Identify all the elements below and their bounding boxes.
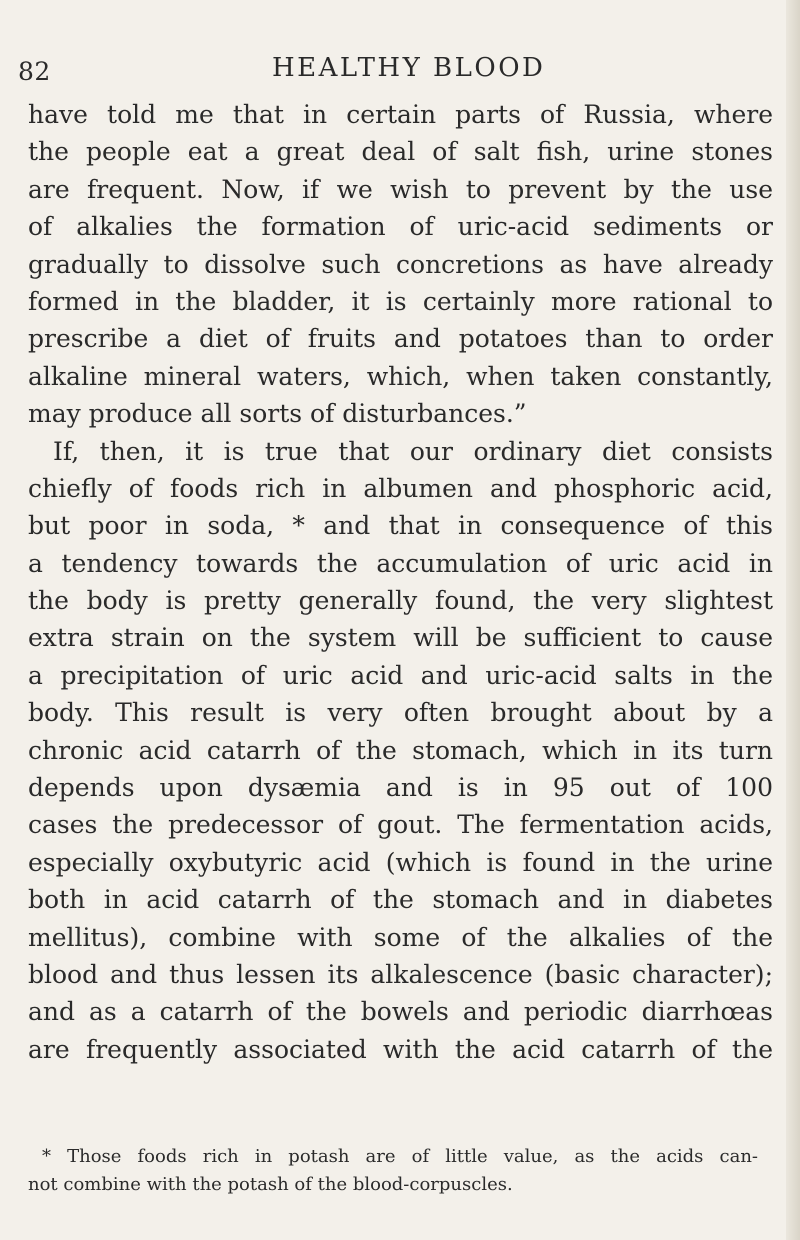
text-line: cases the predecessor of gout. The fermentation acids, (28, 810, 773, 840)
text-line: especially oxybutyric acid (which is found in the urine (28, 847, 773, 877)
text-line: of alkalies the formation of uric-acid sediments or (28, 212, 773, 242)
text-line: depends upon dysæmia and is in 95 out of 100 (28, 773, 773, 803)
text-line: gradually to dissolve such concretions as have already (28, 249, 773, 279)
text-line: the people eat a great deal of salt fish, urine stones (28, 137, 773, 167)
text-line: chronic acid catarrh of the stomach, which in its turn (28, 735, 773, 765)
text-line: are frequent. Now, if we wish to prevent by the use (28, 174, 773, 204)
footnote-line: * Those foods rich in potash are of little value, as the acids can- (42, 1146, 758, 1167)
text-line: formed in the bladder, it is certainly more rational to (28, 286, 773, 316)
text-line: may produce all sorts of disturbances.” (28, 399, 527, 429)
text-line: mellitus), combine with some of the alkalies of the (28, 922, 773, 952)
text-line: body. This result is very often brought about by a (28, 698, 773, 728)
text-line: chiefly of foods rich in albumen and phosphoric acid, (28, 473, 773, 503)
text-line: but poor in soda, * and that in consequence of this (28, 511, 773, 541)
text-line: a precipitation of uric acid and uric-acid salts in the (28, 660, 773, 690)
text-line: alkaline mineral waters, which, when taken constantly, (28, 361, 773, 391)
text-line: are frequently associated with the acid catarrh of the (28, 1034, 773, 1064)
footnote-line: not combine with the potash of the blood-corpuscles. (28, 1174, 513, 1195)
text-line: the body is pretty generally found, the very slightest (28, 586, 773, 616)
body-text (28, 96, 773, 1068)
text-line: blood and thus lessen its alkalescence (basic character); (28, 959, 773, 989)
text-line: a tendency towards the accumulation of uric acid in (28, 548, 773, 578)
text-line: both in acid catarrh of the stomach and in diabetes (28, 885, 773, 915)
running-head: HEALTHY BLOOD (272, 53, 546, 83)
page-number: 82 (18, 57, 51, 86)
page-edge (786, 0, 800, 1240)
text-line: have told me that in certain parts of Russia, where (28, 100, 773, 129)
footnote (28, 1143, 758, 1199)
paragraph-first-line: If, then, it is true that our ordinary diet consists (53, 436, 773, 466)
text-line: extra strain on the system will be sufficient to cause (28, 623, 773, 653)
text-line: prescribe a diet of fruits and potatoes than to order (28, 324, 773, 354)
text-line: and as a catarrh of the bowels and periodic diarrhœas (28, 997, 773, 1027)
